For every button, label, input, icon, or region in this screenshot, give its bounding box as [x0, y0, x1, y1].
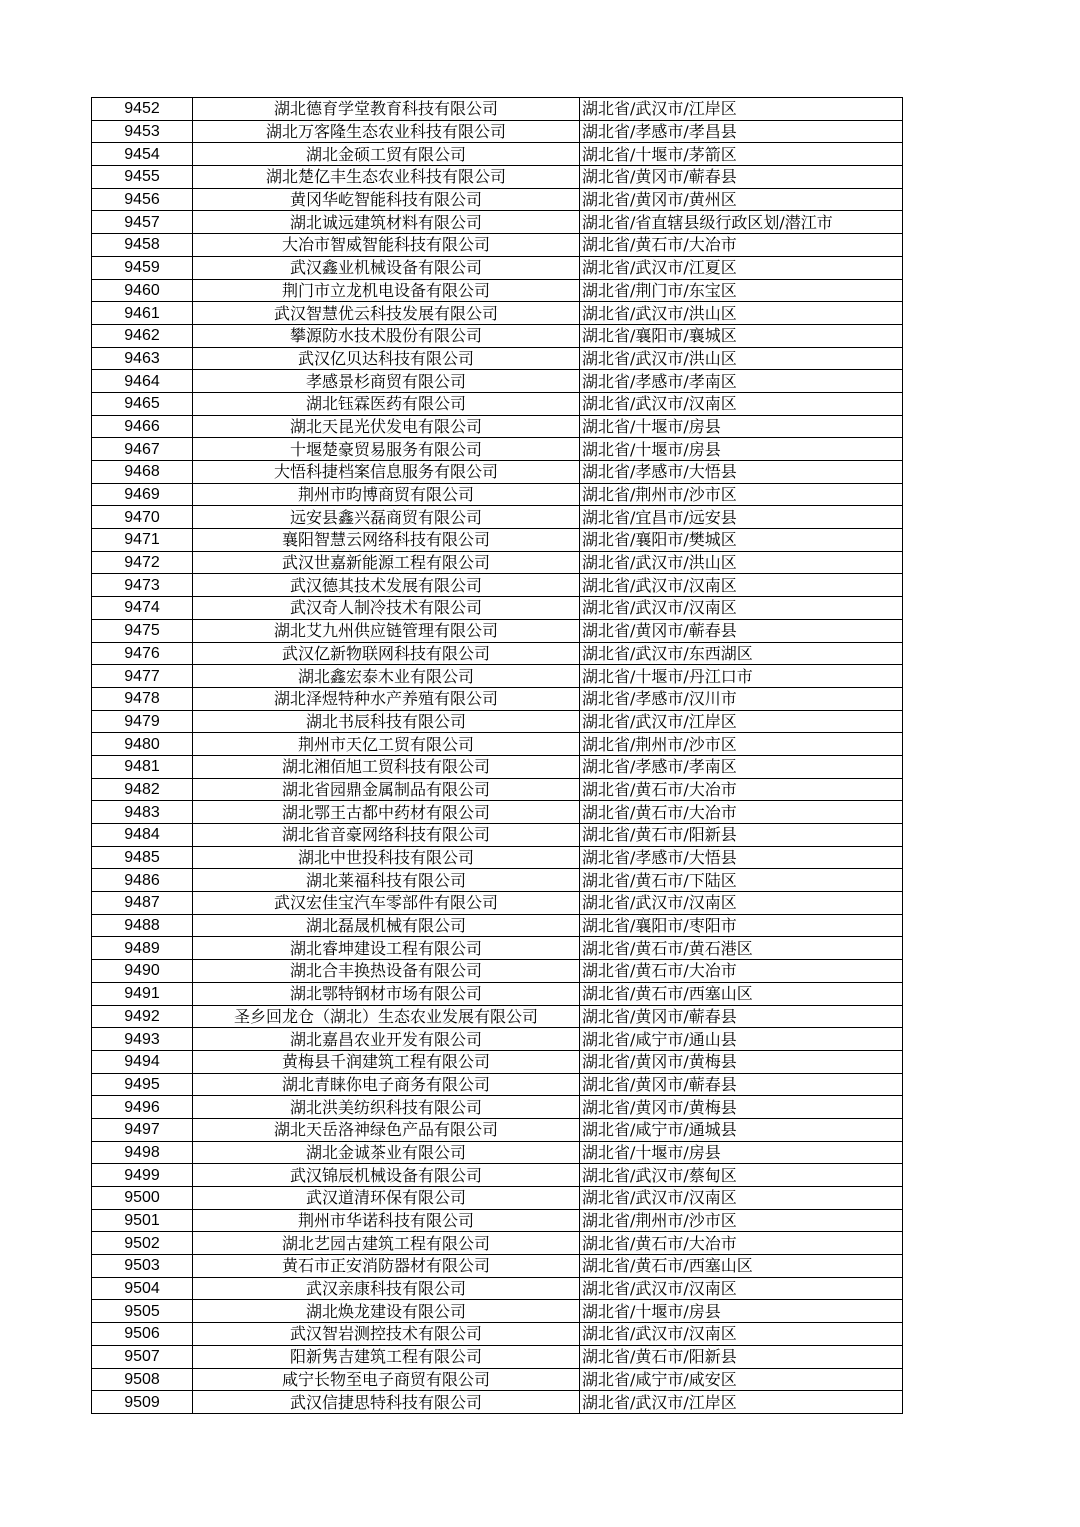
company-name-cell: 武汉智慧优云科技发展有限公司 — [193, 302, 580, 325]
region-cell: 湖北省/黄石市/黄石港区 — [580, 937, 903, 960]
company-name-cell: 湖北金诚茶业有限公司 — [193, 1141, 580, 1164]
table-row — [92, 143, 903, 166]
id-cell: 9471 — [92, 529, 193, 552]
region-cell: 湖北省/武汉市/洪山区 — [580, 302, 903, 325]
region-cell: 湖北省/武汉市/汉南区 — [580, 1277, 903, 1300]
company-name-cell: 湖北省园鼎金属制品有限公司 — [193, 778, 580, 801]
table-row — [92, 483, 903, 506]
region-cell: 湖北省/襄阳市/襄城区 — [580, 324, 903, 347]
table-row — [92, 1164, 903, 1187]
region-cell: 湖北省/咸宁市/通城县 — [580, 1118, 903, 1141]
table-row — [92, 892, 903, 915]
company-name-cell: 湖北艾九州供应链管理有限公司 — [193, 619, 580, 642]
region-cell: 湖北省/孝感市/孝昌县 — [580, 120, 903, 143]
id-cell: 9488 — [92, 914, 193, 937]
id-cell: 9485 — [92, 846, 193, 869]
id-cell: 9465 — [92, 392, 193, 415]
region-cell: 湖北省/黄石市/下陆区 — [580, 869, 903, 892]
region-cell: 湖北省/咸宁市/通山县 — [580, 1028, 903, 1051]
company-name-cell: 武汉鑫业机械设备有限公司 — [193, 256, 580, 279]
company-name-cell: 湖北省音豪网络科技有限公司 — [193, 824, 580, 847]
company-name-cell: 黄梅县千润建筑工程有限公司 — [193, 1050, 580, 1073]
table-row — [92, 347, 903, 370]
region-cell: 湖北省/黄石市/阳新县 — [580, 824, 903, 847]
region-cell: 湖北省/武汉市/汉南区 — [580, 392, 903, 415]
id-cell: 9509 — [92, 1391, 193, 1414]
company-name-cell: 湖北焕龙建设有限公司 — [193, 1300, 580, 1323]
company-name-cell: 襄阳智慧云网络科技有限公司 — [193, 529, 580, 552]
region-cell: 湖北省/武汉市/汉南区 — [580, 892, 903, 915]
id-cell: 9457 — [92, 211, 193, 234]
company-name-cell: 湖北钰霖医药有限公司 — [193, 392, 580, 415]
id-cell: 9472 — [92, 551, 193, 574]
table-row — [92, 370, 903, 393]
company-name-cell: 武汉世嘉新能源工程有限公司 — [193, 551, 580, 574]
id-cell: 9476 — [92, 642, 193, 665]
company-name-cell: 武汉信捷思特科技有限公司 — [193, 1391, 580, 1414]
table-row — [92, 755, 903, 778]
id-cell: 9458 — [92, 234, 193, 257]
region-cell: 湖北省/十堰市/丹江口市 — [580, 665, 903, 688]
company-name-cell: 湖北鄂王古都中药材有限公司 — [193, 801, 580, 824]
region-cell: 湖北省/黄石市/大冶市 — [580, 778, 903, 801]
table-row — [92, 1323, 903, 1346]
company-name-cell: 湖北湘佰旭工贸科技有限公司 — [193, 755, 580, 778]
region-cell: 湖北省/荆州市/沙市区 — [580, 1209, 903, 1232]
table-row — [92, 824, 903, 847]
id-cell: 9508 — [92, 1368, 193, 1391]
id-cell: 9467 — [92, 438, 193, 461]
region-cell: 湖北省/黄冈市/蕲春县 — [580, 619, 903, 642]
id-cell: 9487 — [92, 892, 193, 915]
id-cell: 9494 — [92, 1050, 193, 1073]
company-name-cell: 湖北书辰科技有限公司 — [193, 710, 580, 733]
table-row — [92, 279, 903, 302]
region-cell: 湖北省/十堰市/房县 — [580, 415, 903, 438]
id-cell: 9469 — [92, 483, 193, 506]
company-name-cell: 湖北万客隆生态农业科技有限公司 — [193, 120, 580, 143]
region-cell: 湖北省/孝感市/孝南区 — [580, 370, 903, 393]
table-row — [92, 1391, 903, 1414]
company-name-cell: 湖北中世投科技有限公司 — [193, 846, 580, 869]
company-name-cell: 湖北德育学堂教育科技有限公司 — [193, 98, 580, 121]
company-name-cell: 湖北诚远建筑材料有限公司 — [193, 211, 580, 234]
region-cell: 湖北省/荆州市/沙市区 — [580, 483, 903, 506]
company-name-cell: 武汉宏佳宝汽车零部件有限公司 — [193, 892, 580, 915]
id-cell: 9453 — [92, 120, 193, 143]
id-cell: 9498 — [92, 1141, 193, 1164]
table-row — [92, 846, 903, 869]
region-cell: 湖北省/武汉市/洪山区 — [580, 347, 903, 370]
company-name-cell: 阳新隽吉建筑工程有限公司 — [193, 1345, 580, 1368]
region-cell: 湖北省/黄冈市/黄梅县 — [580, 1050, 903, 1073]
id-cell: 9482 — [92, 778, 193, 801]
id-cell: 9462 — [92, 324, 193, 347]
table-row — [92, 1028, 903, 1051]
table-row — [92, 710, 903, 733]
company-name-cell: 圣乡回龙仓（湖北）生态农业发展有限公司 — [193, 1005, 580, 1028]
id-cell: 9506 — [92, 1323, 193, 1346]
region-cell: 湖北省/十堰市/茅箭区 — [580, 143, 903, 166]
id-cell: 9497 — [92, 1118, 193, 1141]
table-row — [92, 801, 903, 824]
region-cell: 湖北省/武汉市/江岸区 — [580, 1391, 903, 1414]
table-row — [92, 392, 903, 415]
table-body — [92, 98, 903, 1414]
table-row — [92, 551, 903, 574]
company-name-cell: 武汉锦辰机械设备有限公司 — [193, 1164, 580, 1187]
region-cell: 湖北省/武汉市/汉南区 — [580, 1187, 903, 1210]
region-cell: 湖北省/武汉市/汉南区 — [580, 597, 903, 620]
id-cell: 9503 — [92, 1255, 193, 1278]
region-cell: 湖北省/黄石市/大冶市 — [580, 234, 903, 257]
id-cell: 9461 — [92, 302, 193, 325]
id-cell: 9466 — [92, 415, 193, 438]
company-name-cell: 湖北磊晟机械有限公司 — [193, 914, 580, 937]
region-cell: 湖北省/宜昌市/远安县 — [580, 506, 903, 529]
region-cell: 湖北省/黄石市/大冶市 — [580, 960, 903, 983]
region-cell: 湖北省/孝感市/大悟县 — [580, 461, 903, 484]
company-name-cell: 武汉德其技术发展有限公司 — [193, 574, 580, 597]
company-name-cell: 荆州市昀博商贸有限公司 — [193, 483, 580, 506]
company-name-cell: 湖北青睐你电子商务有限公司 — [193, 1073, 580, 1096]
table-row — [92, 619, 903, 642]
region-cell: 湖北省/十堰市/房县 — [580, 1300, 903, 1323]
id-cell: 9495 — [92, 1073, 193, 1096]
table-row — [92, 937, 903, 960]
region-cell: 湖北省/孝感市/大悟县 — [580, 846, 903, 869]
region-cell: 湖北省/黄石市/西塞山区 — [580, 982, 903, 1005]
company-name-cell: 湖北艺园古建筑工程有限公司 — [193, 1232, 580, 1255]
table-row — [92, 733, 903, 756]
company-name-cell: 湖北嘉昌农业开发有限公司 — [193, 1028, 580, 1051]
id-cell: 9459 — [92, 256, 193, 279]
id-cell: 9479 — [92, 710, 193, 733]
id-cell: 9474 — [92, 597, 193, 620]
id-cell: 9477 — [92, 665, 193, 688]
region-cell: 湖北省/黄冈市/黄州区 — [580, 188, 903, 211]
region-cell: 湖北省/省直辖县级行政区划/潜江市 — [580, 211, 903, 234]
region-cell: 湖北省/黄石市/大冶市 — [580, 801, 903, 824]
table-row — [92, 234, 903, 257]
table-row — [92, 687, 903, 710]
company-name-cell: 黄石市正安消防器材有限公司 — [193, 1255, 580, 1278]
id-cell: 9452 — [92, 98, 193, 121]
company-name-cell: 湖北洪美纺织科技有限公司 — [193, 1096, 580, 1119]
region-cell: 湖北省/黄冈市/蕲春县 — [580, 1073, 903, 1096]
table-row — [92, 211, 903, 234]
company-name-cell: 湖北鑫宏泰木业有限公司 — [193, 665, 580, 688]
id-cell: 9478 — [92, 687, 193, 710]
table-row — [92, 1345, 903, 1368]
table-row — [92, 1255, 903, 1278]
company-name-cell: 荆州市天亿工贸有限公司 — [193, 733, 580, 756]
company-name-cell: 武汉亿新物联网科技有限公司 — [193, 642, 580, 665]
table-row — [92, 1368, 903, 1391]
id-cell: 9470 — [92, 506, 193, 529]
table-row — [92, 256, 903, 279]
company-name-cell: 黄冈华屹智能科技有限公司 — [193, 188, 580, 211]
id-cell: 9492 — [92, 1005, 193, 1028]
table-row — [92, 1096, 903, 1119]
table-row — [92, 98, 903, 121]
region-cell: 湖北省/武汉市/江夏区 — [580, 256, 903, 279]
id-cell: 9473 — [92, 574, 193, 597]
table-row — [92, 1187, 903, 1210]
region-cell: 湖北省/十堰市/房县 — [580, 438, 903, 461]
company-name-cell: 湖北楚亿丰生态农业科技有限公司 — [193, 166, 580, 189]
table-row — [92, 1300, 903, 1323]
region-cell: 湖北省/黄冈市/黄梅县 — [580, 1096, 903, 1119]
company-name-cell: 湖北天岳洛神绿色产品有限公司 — [193, 1118, 580, 1141]
table-row — [92, 166, 903, 189]
id-cell: 9456 — [92, 188, 193, 211]
table-row — [92, 188, 903, 211]
table-row — [92, 642, 903, 665]
company-name-cell: 湖北睿坤建设工程有限公司 — [193, 937, 580, 960]
company-name-cell: 武汉道清环保有限公司 — [193, 1187, 580, 1210]
table-row — [92, 960, 903, 983]
id-cell: 9454 — [92, 143, 193, 166]
table-row — [92, 415, 903, 438]
table-row — [92, 324, 903, 347]
company-name-cell: 湖北合丰换热设备有限公司 — [193, 960, 580, 983]
region-cell: 湖北省/武汉市/汉南区 — [580, 1323, 903, 1346]
company-name-cell: 攀源防水技术股份有限公司 — [193, 324, 580, 347]
id-cell: 9481 — [92, 755, 193, 778]
table-row — [92, 302, 903, 325]
region-cell: 湖北省/咸宁市/咸安区 — [580, 1368, 903, 1391]
region-cell: 湖北省/荆州市/沙市区 — [580, 733, 903, 756]
region-cell: 湖北省/黄石市/西塞山区 — [580, 1255, 903, 1278]
region-cell: 湖北省/黄冈市/蕲春县 — [580, 166, 903, 189]
table-row — [92, 869, 903, 892]
table-row — [92, 529, 903, 552]
company-name-cell: 远安县鑫兴磊商贸有限公司 — [193, 506, 580, 529]
id-cell: 9483 — [92, 801, 193, 824]
id-cell: 9490 — [92, 960, 193, 983]
company-name-cell: 武汉智岩测控技术有限公司 — [193, 1323, 580, 1346]
table-row — [92, 1005, 903, 1028]
company-name-cell: 大冶市智威智能科技有限公司 — [193, 234, 580, 257]
company-name-cell: 湖北鄂特钢材市场有限公司 — [193, 982, 580, 1005]
id-cell: 9486 — [92, 869, 193, 892]
id-cell: 9480 — [92, 733, 193, 756]
id-cell: 9501 — [92, 1209, 193, 1232]
id-cell: 9455 — [92, 166, 193, 189]
table-row — [92, 1141, 903, 1164]
region-cell: 湖北省/武汉市/汉南区 — [580, 574, 903, 597]
company-name-cell: 荆门市立龙机电设备有限公司 — [193, 279, 580, 302]
region-cell: 湖北省/武汉市/蔡甸区 — [580, 1164, 903, 1187]
table-row — [92, 914, 903, 937]
region-cell: 湖北省/襄阳市/樊城区 — [580, 529, 903, 552]
table-row — [92, 120, 903, 143]
id-cell: 9507 — [92, 1345, 193, 1368]
id-cell: 9493 — [92, 1028, 193, 1051]
region-cell: 湖北省/武汉市/江岸区 — [580, 98, 903, 121]
company-name-cell: 武汉奇人制冷技术有限公司 — [193, 597, 580, 620]
company-name-cell: 湖北天昆光伏发电有限公司 — [193, 415, 580, 438]
id-cell: 9496 — [92, 1096, 193, 1119]
table-row — [92, 461, 903, 484]
company-name-cell: 十堰楚豪贸易服务有限公司 — [193, 438, 580, 461]
region-cell: 湖北省/武汉市/洪山区 — [580, 551, 903, 574]
id-cell: 9463 — [92, 347, 193, 370]
region-cell: 湖北省/武汉市/东西湖区 — [580, 642, 903, 665]
region-cell: 湖北省/黄石市/阳新县 — [580, 1345, 903, 1368]
company-name-cell: 大悟科捷档案信息服务有限公司 — [193, 461, 580, 484]
region-cell: 湖北省/襄阳市/枣阳市 — [580, 914, 903, 937]
company-name-cell: 孝感景杉商贸有限公司 — [193, 370, 580, 393]
id-cell: 9505 — [92, 1300, 193, 1323]
table-row — [92, 1073, 903, 1096]
id-cell: 9468 — [92, 461, 193, 484]
region-cell: 湖北省/荆门市/东宝区 — [580, 279, 903, 302]
company-name-cell: 湖北金硕工贸有限公司 — [193, 143, 580, 166]
company-name-cell: 湖北莱福科技有限公司 — [193, 869, 580, 892]
table-row — [92, 778, 903, 801]
id-cell: 9499 — [92, 1164, 193, 1187]
company-list-table — [91, 97, 903, 1414]
company-name-cell: 武汉亿贝达科技有限公司 — [193, 347, 580, 370]
id-cell: 9489 — [92, 937, 193, 960]
id-cell: 9460 — [92, 279, 193, 302]
id-cell: 9475 — [92, 619, 193, 642]
table-row — [92, 665, 903, 688]
table-row — [92, 1232, 903, 1255]
table-row — [92, 506, 903, 529]
table-row — [92, 1050, 903, 1073]
table-row — [92, 574, 903, 597]
region-cell: 湖北省/十堰市/房县 — [580, 1141, 903, 1164]
table-row — [92, 982, 903, 1005]
id-cell: 9500 — [92, 1187, 193, 1210]
region-cell: 湖北省/孝感市/汉川市 — [580, 687, 903, 710]
id-cell: 9502 — [92, 1232, 193, 1255]
table-row — [92, 1118, 903, 1141]
table-row — [92, 1277, 903, 1300]
table-row — [92, 1209, 903, 1232]
region-cell: 湖北省/孝感市/孝南区 — [580, 755, 903, 778]
table-row — [92, 438, 903, 461]
id-cell: 9484 — [92, 824, 193, 847]
company-name-cell: 咸宁长物至电子商贸有限公司 — [193, 1368, 580, 1391]
table-row — [92, 597, 903, 620]
company-name-cell: 湖北泽煜特种水产养殖有限公司 — [193, 687, 580, 710]
id-cell: 9504 — [92, 1277, 193, 1300]
company-name-cell: 武汉亲康科技有限公司 — [193, 1277, 580, 1300]
company-name-cell: 荆州市华诺科技有限公司 — [193, 1209, 580, 1232]
region-cell: 湖北省/黄冈市/蕲春县 — [580, 1005, 903, 1028]
id-cell: 9491 — [92, 982, 193, 1005]
region-cell: 湖北省/黄石市/大冶市 — [580, 1232, 903, 1255]
id-cell: 9464 — [92, 370, 193, 393]
region-cell: 湖北省/武汉市/江岸区 — [580, 710, 903, 733]
